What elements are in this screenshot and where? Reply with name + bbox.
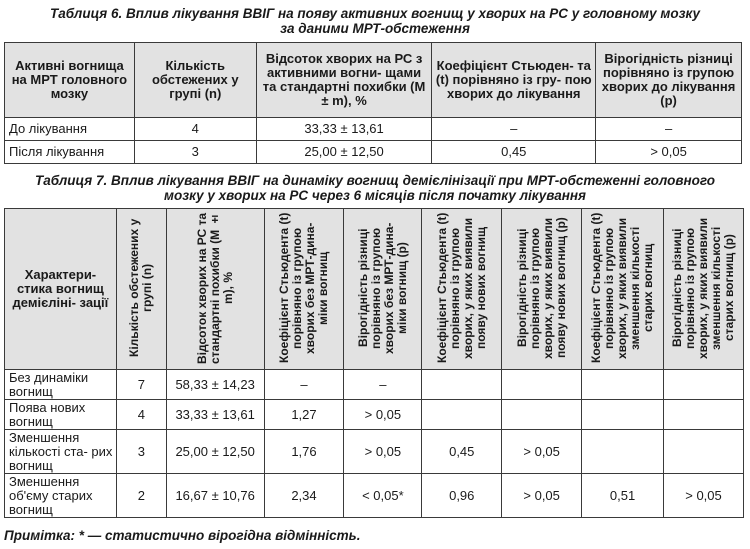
table7-cell	[664, 370, 744, 400]
table7-cell: 0,45	[422, 430, 502, 474]
table6-caption-line1: Таблиця 6. Вплив лікування ВВІГ на появу активних вогнищ у хворих на РС у головному мозку	[50, 6, 700, 21]
table7-cell	[422, 370, 502, 400]
table7-cell	[582, 370, 664, 400]
table7-cell: 1,27	[264, 400, 344, 430]
table6-cell: До лікування	[5, 118, 135, 141]
table7-cell: Поява нових вогнищ	[5, 400, 117, 430]
table7-cell	[582, 430, 664, 474]
table7-header: Відсоток хворих на РС та стандартні похибки (M ± m), %	[194, 211, 235, 364]
table7-header-cell	[502, 209, 582, 370]
table7-cell: 4	[116, 400, 166, 430]
table7-cell	[502, 400, 582, 430]
table7-caption-line2: мозку у хворих на РС через 6 місяців після початку лікування	[164, 188, 586, 203]
table7-cell	[422, 400, 502, 430]
table-row	[5, 430, 744, 474]
table6-header: Вірогідність різниці порівняно із групою хворих до лікування (p)	[596, 43, 742, 118]
table6-header: Кількість обстежених у групі (n)	[134, 43, 256, 118]
table7	[4, 208, 744, 518]
table7-cell: 2,34	[264, 474, 344, 518]
table-row	[5, 400, 744, 430]
table7-cell: 25,00 ± 12,50	[166, 430, 264, 474]
table7-header-cell	[664, 209, 744, 370]
table7-header-cell	[422, 209, 502, 370]
table7-cell	[502, 370, 582, 400]
table7-header: Коефіцієнт Стьюдента (t) порівняно із групою хворих без МРТ-дина- міки вогнищ	[276, 212, 330, 363]
table6-cell: 4	[134, 118, 256, 141]
table7-cell: 3	[116, 430, 166, 474]
table7-header: Коефіцієнт Стьюдента (t) порівняно із групою хворих, у яких виявили зменшення кількості старих вогнищ	[589, 212, 656, 363]
table7-cell	[582, 400, 664, 430]
table7-header-cell	[116, 209, 166, 370]
table7-header-cell	[582, 209, 664, 370]
table7-header-cell	[344, 209, 422, 370]
table7-cell: 1,76	[264, 430, 344, 474]
table6-cell: 0,45	[432, 141, 596, 164]
table7-cell: 7	[116, 370, 166, 400]
table6-cell: 25,00 ± 12,50	[256, 141, 432, 164]
table7-header: Кількість обстежених у групі (n)	[127, 218, 155, 357]
table6-header: Активні вогнища на МРТ головного мозку	[5, 43, 135, 118]
table6-cell: > 0,05	[596, 141, 742, 164]
table-row	[5, 474, 744, 518]
table7-cell: 2	[116, 474, 166, 518]
table7-caption-line1: Таблиця 7. Вплив лікування ВВІГ на динаміку вогнищ демієлінізації при МРТ-обстеженні головного	[34, 173, 716, 188]
table-row	[5, 141, 742, 164]
table7-header: Характери- стика вогнищ демієліні- зації	[5, 209, 117, 370]
table7-cell	[664, 430, 744, 474]
table6-cell: 3	[134, 141, 256, 164]
table7-header: Вірогідність різниці порівняно із групою хворих, у яких виявили появу нових вогнищ (p)	[514, 216, 568, 359]
table7-cell: –	[344, 370, 422, 400]
table7-cell: > 0,05	[664, 474, 744, 518]
table7-cell: 0,51	[582, 474, 664, 518]
table-row	[5, 118, 742, 141]
table7-cell: 58,33 ± 14,23	[166, 370, 264, 400]
table-note: Примітка: * — статистично вірогідна відмінність.	[4, 528, 361, 543]
table7-cell: 16,67 ± 10,76	[166, 474, 264, 518]
table7-cell: 0,96	[422, 474, 502, 518]
table7-header-row	[5, 209, 744, 370]
table7-cell: 33,33 ± 13,61	[166, 400, 264, 430]
table7-cell: > 0,05	[344, 400, 422, 430]
table7-header: Коефіцієнт Стьюдента (t) порівняно із групою хворих, у яких виявили появу нових вогнищ	[434, 212, 488, 363]
table7-cell: Зменшення кількості ста- рих вогнищ	[5, 430, 117, 474]
table6	[4, 42, 742, 164]
table7-cell: Без динаміки вогнищ	[5, 370, 117, 400]
table7-header-cell	[264, 209, 344, 370]
table6-header: Відсоток хворих на РС з активними вогни- щами та стандартні похибки (M ± m), %	[256, 43, 432, 118]
table6-cell: 33,33 ± 13,61	[256, 118, 432, 141]
table6-header: Коефіцієнт Стьюден- та (t) порівняно із гру- пою хворих до лікування	[432, 43, 596, 118]
table7-cell: > 0,05	[502, 474, 582, 518]
table6-cell: –	[596, 118, 742, 141]
table7-header-cell	[166, 209, 264, 370]
table6-cell: –	[432, 118, 596, 141]
table-row	[5, 370, 744, 400]
table6-header-row	[5, 43, 742, 118]
table7-cell	[664, 400, 744, 430]
table7-cell: Зменшення об'єму старих вогнищ	[5, 474, 117, 518]
table7-cell: –	[264, 370, 344, 400]
table6-caption-line2: за даними МРТ-обстеження	[280, 21, 470, 36]
table6-cell: Після лікування	[5, 141, 135, 164]
table7-header: Вірогідність різниці порівняно із групою хворих без МРТ-дина- міки вогнищ (p)	[355, 221, 409, 354]
table7-header: Вірогідність різниці порівняно із групою хворих, у яких виявили зменшення кількості старих вогнищ (p)	[670, 216, 736, 359]
table7-cell: > 0,05	[502, 430, 582, 474]
table7-cell: > 0,05	[344, 430, 422, 474]
table7-cell: < 0,05*	[344, 474, 422, 518]
